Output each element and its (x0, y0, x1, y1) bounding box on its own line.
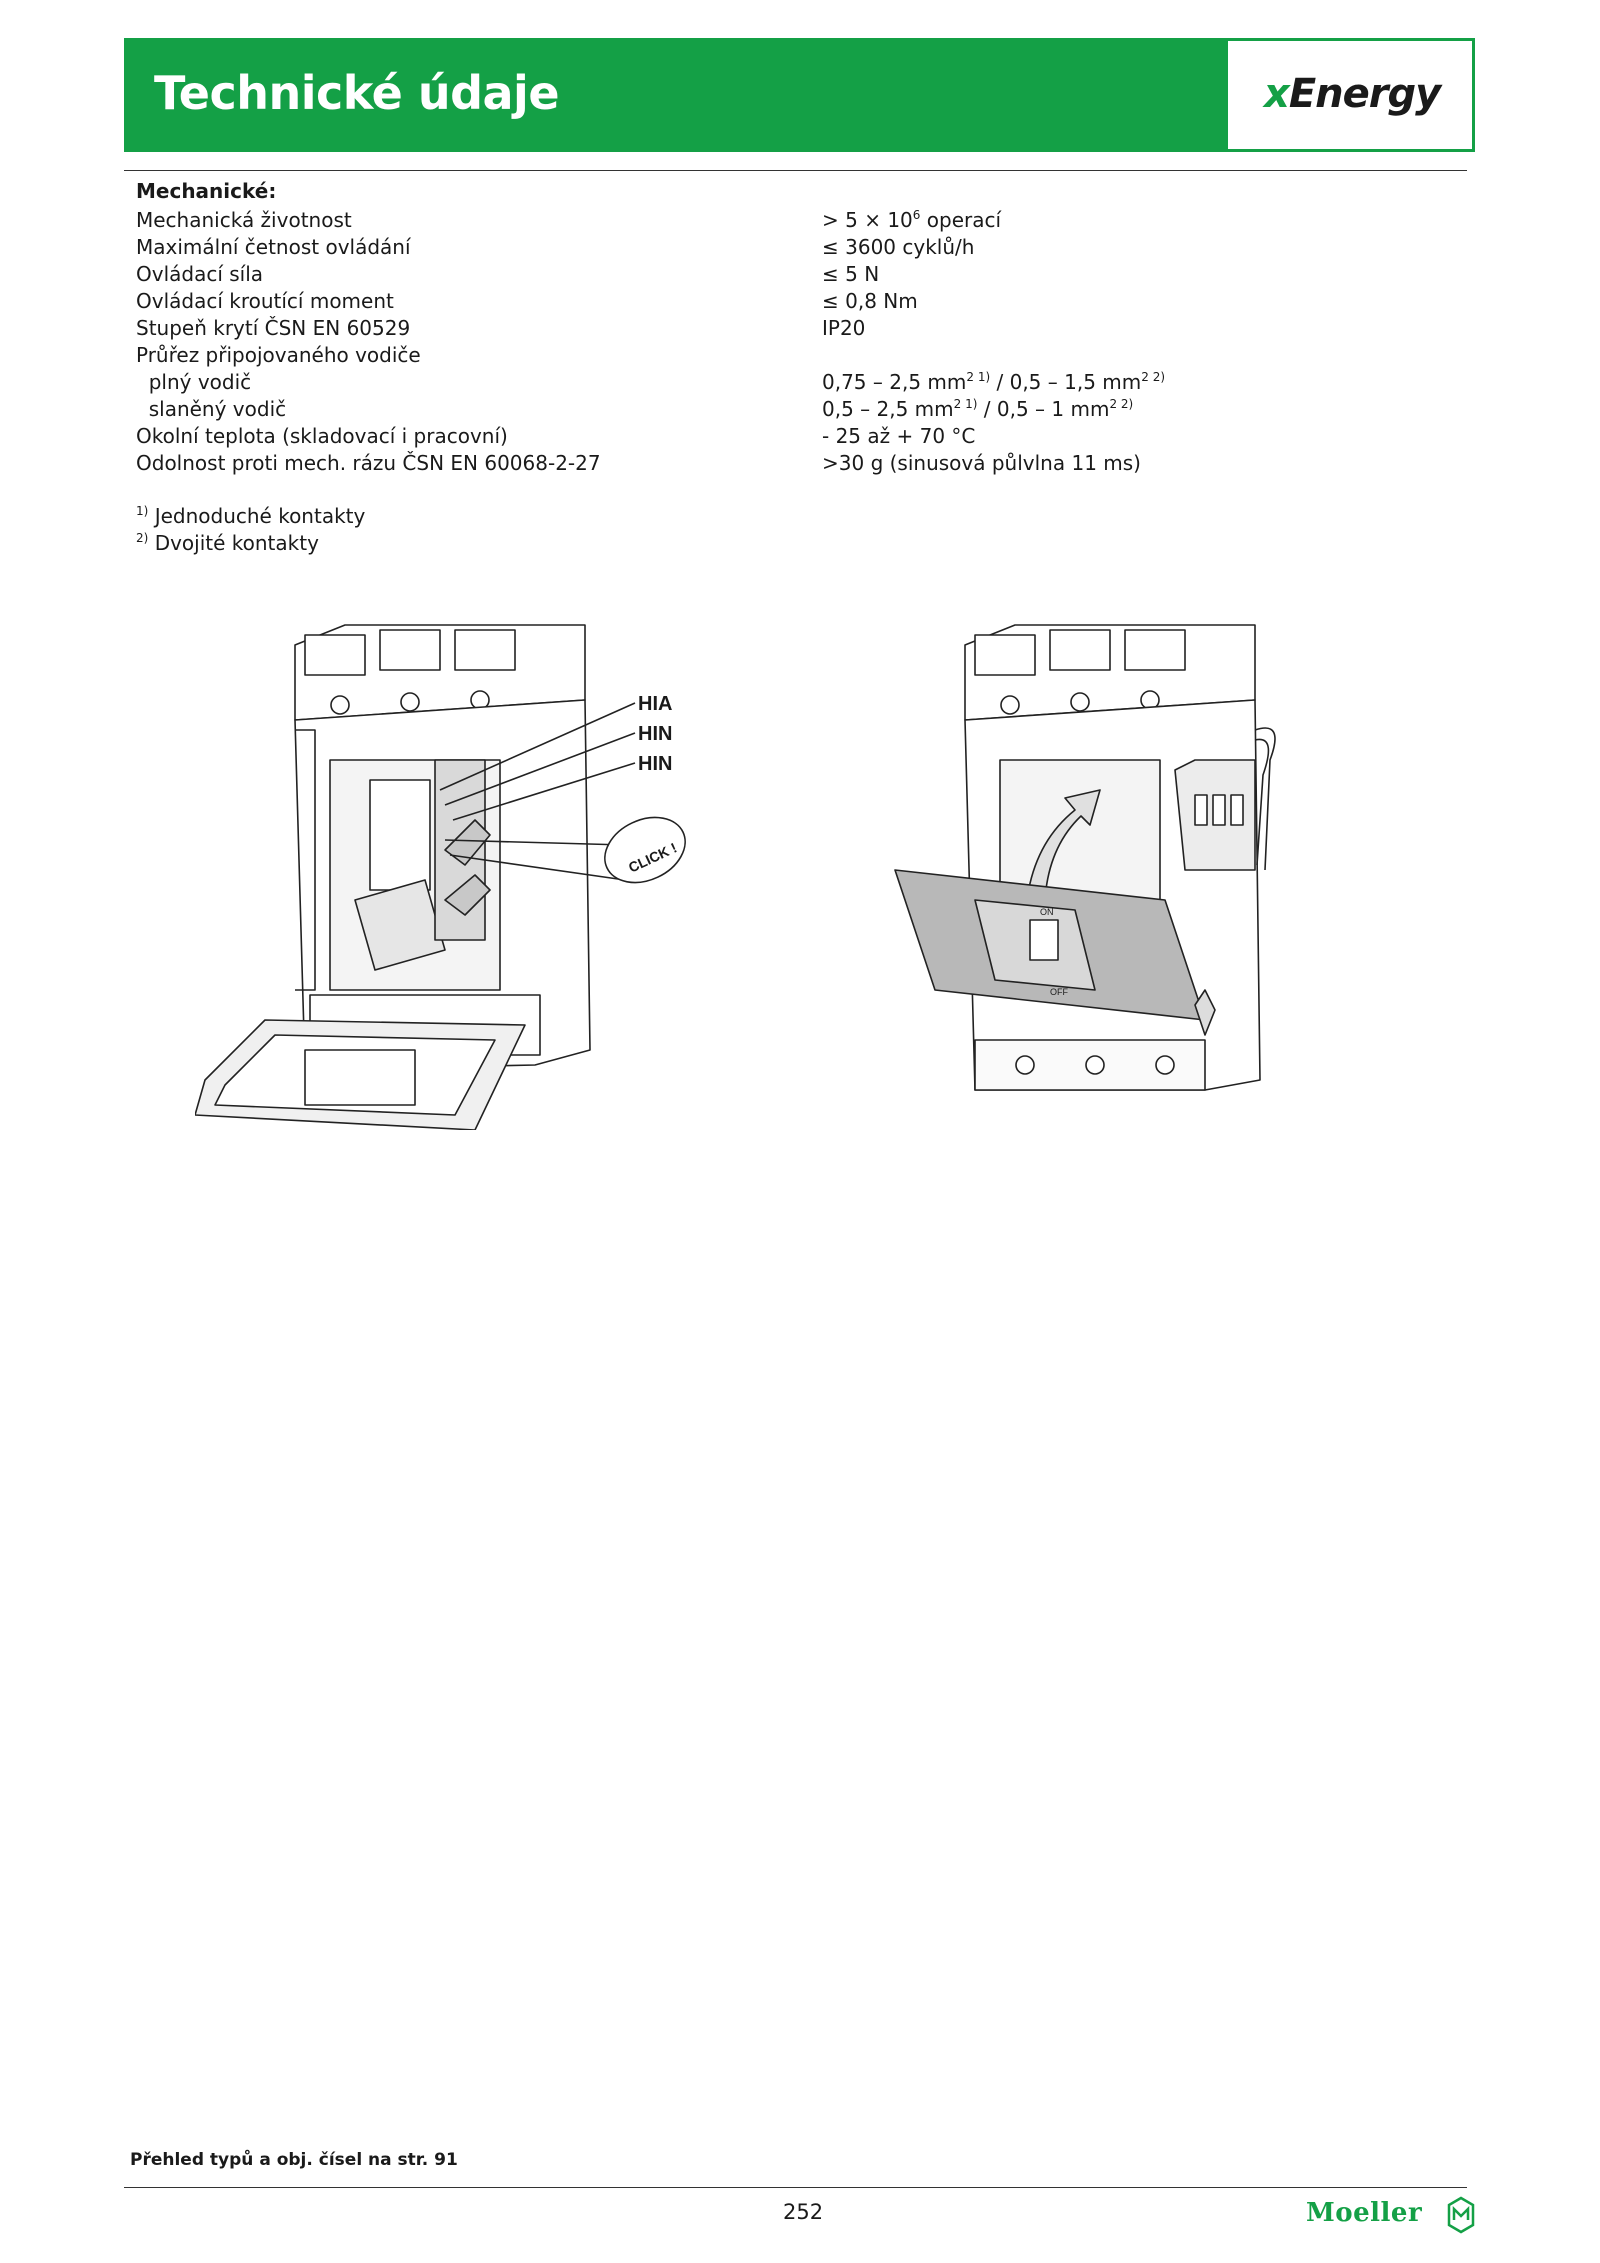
spec-label: Maximální četnost ovládání (136, 235, 411, 259)
spec-label: Ovládací kroutící moment (136, 289, 394, 313)
spec-value: 0,5 – 2,5 $mm^{2 1)} / 0,5 - 1$ $mm^{2 2)}$ (822, 397, 1134, 421)
spec-row (136, 369, 1166, 396)
footnotes (136, 503, 365, 557)
spec-value: ≤ 3600 cyklů/h (822, 235, 975, 259)
spec-label: slaněný vodič (136, 397, 287, 421)
spec-value: IP20 (822, 316, 866, 340)
spec-row (136, 288, 1136, 315)
spec-label: Odolnost proti mech. rázu ČSN EN 60068-2-27 (136, 451, 601, 475)
brand-text: Moeller (1306, 2198, 1423, 2228)
label-hin-1: HIN (638, 723, 673, 745)
logo-text: Energy (1288, 71, 1441, 117)
label-hia: HIA (638, 693, 673, 715)
label-hin-2: HIN (638, 753, 673, 775)
spec-label: Mechanická životnost (136, 208, 352, 232)
logo-box (1228, 41, 1472, 149)
section-title: Mechanické: (136, 179, 277, 203)
spec-value: > $5 \times 10^6$ operací (822, 208, 1002, 232)
spec-table (136, 207, 1166, 477)
switch-on-label: ON (1040, 907, 1054, 917)
footnote: $^{1)}$ Jednoduché kontakty (136, 504, 366, 528)
spec-value: 0,75 – 2,5 $mm^{2 1)} / 0,5 - 1,5$ $mm^{2 2)}$ (822, 370, 1166, 394)
spec-value: >30 g (sinusová půlvlna 11 ms) (822, 451, 1141, 475)
switch-off-label: OFF (1050, 987, 1068, 997)
xenergy-logo (1264, 71, 1440, 117)
spec-label: Stupeň krytí ČSN EN 60529 (136, 316, 411, 340)
spec-row (136, 207, 1136, 234)
spec-label: Ovládací síla (136, 262, 264, 286)
header-divider (124, 170, 1467, 171)
spec-label: Okolní teplota (skladovací i pracovní) (136, 424, 508, 448)
logo-prefix: x (1264, 71, 1289, 117)
spec-row (136, 315, 1136, 342)
click-label: CLICK ! (625, 839, 680, 876)
cross-reference-note: Přehled typů a obj. čísel na str. 91 (130, 2150, 458, 2170)
moeller-emblem-icon (1446, 2196, 1476, 2234)
spec-value: ≤ 5 N (822, 262, 880, 286)
spec-row (136, 234, 1136, 261)
spec-label: plný vodič (136, 370, 252, 394)
moeller-logo (1306, 2198, 1422, 2228)
product-illustrations (195, 610, 1325, 1130)
breaker-closing-cover-illustration (895, 625, 1275, 1090)
footer-divider (124, 2187, 1467, 2188)
spec-value: ≤ 0,8 Nm (822, 289, 918, 313)
header-banner (124, 38, 1475, 152)
page-number: 252 (783, 2200, 824, 2224)
spec-label: Průřez připojovaného vodiče (136, 343, 421, 367)
breaker-open-cover-illustration (195, 625, 696, 1130)
spec-row (136, 423, 1136, 450)
page-title: Technické údaje (154, 66, 560, 120)
footnote: $^{2)}$ Dvojité kontakty (136, 531, 319, 555)
spec-row (136, 396, 1136, 423)
spec-value: - 25 až + 70 °C (822, 424, 976, 448)
spec-row (136, 450, 1141, 477)
spec-row (136, 342, 1136, 369)
spec-row (136, 261, 1136, 288)
